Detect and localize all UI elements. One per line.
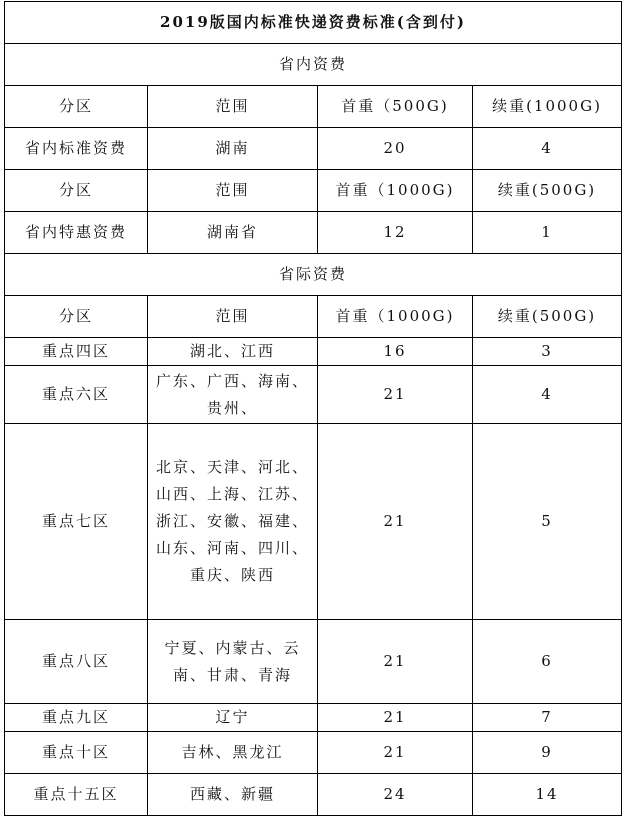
header-zone: 分区 bbox=[5, 296, 148, 338]
table-row bbox=[5, 620, 622, 704]
header-first-weight: 首重（1000G) bbox=[318, 296, 473, 338]
first-weight-cell: 21 bbox=[318, 366, 473, 424]
table-row bbox=[5, 732, 622, 774]
additional-weight-cell: 14 bbox=[473, 774, 622, 816]
range-cell: 吉林、黑龙江 bbox=[148, 732, 318, 774]
zone-cell: 重点十区 bbox=[5, 732, 148, 774]
zone-cell: 重点四区 bbox=[5, 338, 148, 366]
additional-weight-cell: 4 bbox=[473, 128, 622, 170]
additional-weight-cell: 3 bbox=[473, 338, 622, 366]
first-weight-cell: 21 bbox=[318, 620, 473, 704]
header-range: 范围 bbox=[148, 296, 318, 338]
range-cell: 宁夏、内蒙古、云南、甘肃、青海 bbox=[148, 620, 318, 704]
range-cell: 湖北、江西 bbox=[148, 338, 318, 366]
section-label-inter-province: 省际资费 bbox=[5, 254, 622, 296]
table-row bbox=[5, 424, 622, 620]
additional-weight-cell: 9 bbox=[473, 732, 622, 774]
section-label-intra-province: 省内资费 bbox=[5, 44, 622, 86]
additional-weight-cell: 7 bbox=[473, 704, 622, 732]
header-additional-weight: 续重(1000G) bbox=[473, 86, 622, 128]
range-cell: 湖南 bbox=[148, 128, 318, 170]
additional-weight-cell: 5 bbox=[473, 424, 622, 620]
express-rate-table bbox=[4, 1, 622, 816]
range-cell: 西藏、新疆 bbox=[148, 774, 318, 816]
table-row bbox=[5, 128, 622, 170]
title-row bbox=[5, 2, 622, 44]
header-range: 范围 bbox=[148, 170, 318, 212]
header-additional-weight: 续重(500G) bbox=[473, 170, 622, 212]
additional-weight-cell: 4 bbox=[473, 366, 622, 424]
zone-cell: 重点六区 bbox=[5, 366, 148, 424]
zone-cell: 重点九区 bbox=[5, 704, 148, 732]
section-row-intra bbox=[5, 44, 622, 86]
section-row-inter bbox=[5, 254, 622, 296]
first-weight-cell: 24 bbox=[318, 774, 473, 816]
range-cell: 辽宁 bbox=[148, 704, 318, 732]
first-weight-cell: 16 bbox=[318, 338, 473, 366]
table-row bbox=[5, 774, 622, 816]
header-first-weight: 首重（1000G) bbox=[318, 170, 473, 212]
first-weight-cell: 21 bbox=[318, 424, 473, 620]
header-row-standard bbox=[5, 86, 622, 128]
table-title: 2019版国内标准快递资费标准(含到付) bbox=[5, 2, 622, 44]
range-cell: 湖南省 bbox=[148, 212, 318, 254]
first-weight-cell: 21 bbox=[318, 704, 473, 732]
table-row bbox=[5, 704, 622, 732]
header-zone: 分区 bbox=[5, 170, 148, 212]
table-row bbox=[5, 212, 622, 254]
zone-cell: 重点十五区 bbox=[5, 774, 148, 816]
header-first-weight: 首重（500G) bbox=[318, 86, 473, 128]
table-row bbox=[5, 338, 622, 366]
header-row-discount bbox=[5, 170, 622, 212]
first-weight-cell: 20 bbox=[318, 128, 473, 170]
table-row bbox=[5, 366, 622, 424]
range-cell: 北京、天津、河北、山西、上海、江苏、浙江、安徽、福建、山东、河南、四川、重庆、陕西 bbox=[148, 424, 318, 620]
header-row-inter bbox=[5, 296, 622, 338]
range-cell: 广东、广西、海南、贵州、 bbox=[148, 366, 318, 424]
zone-cell: 重点八区 bbox=[5, 620, 148, 704]
additional-weight-cell: 6 bbox=[473, 620, 622, 704]
additional-weight-cell: 1 bbox=[473, 212, 622, 254]
zone-cell: 省内标准资费 bbox=[5, 128, 148, 170]
header-additional-weight: 续重(500G) bbox=[473, 296, 622, 338]
first-weight-cell: 12 bbox=[318, 212, 473, 254]
first-weight-cell: 21 bbox=[318, 732, 473, 774]
header-zone: 分区 bbox=[5, 86, 148, 128]
header-range: 范围 bbox=[148, 86, 318, 128]
zone-cell: 重点七区 bbox=[5, 424, 148, 620]
zone-cell: 省内特惠资费 bbox=[5, 212, 148, 254]
